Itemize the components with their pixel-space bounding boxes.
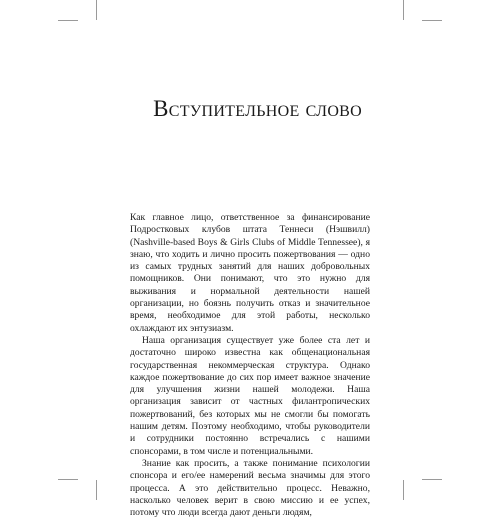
crop-mark-top-left-horizontal [58,20,78,21]
body-text [130,212,370,519]
crop-mark-bottom-left-vertical [96,480,97,500]
chapter-title: Вступительное слово [153,96,362,121]
paragraph-2: Наша организация существует уже более ста лет и достаточно широко известна как общенациональная государственная некоммерческая структура. Однако каждое пожертвование до сих пор имеет важное значение для улучшения жизни нашей молодежи. Наша организация зависит от частных филантропических пожертвований, без которых мы не смогли бы помогать нашим детям. Поэтому необходимо, чтобы руководители и сотрудники постоянно встречались с нашими спонсорами, в том числе и потенциальными. [130,334,370,457]
paragraph-1: Как главное лицо, ответственное за финансирование Подростковых клубов штата Теннеси (Нэшвилл) (Nashville-based Boys & Girls Clubs of Middle Tennessee), я знаю, что ходить и лично просить пожертвования — одно из самых трудных занятий для наших добровольных помощников. Они понимают, что это нужно для выживания и нормальной деятельности нашей организации, но боязнь получить отказ и значительное время, необходимое для этой работы, несколько охлаждают их энтузиазм. [130,212,370,334]
crop-mark-bottom-left-horizontal [58,479,78,480]
crop-mark-bottom-right-vertical [403,480,404,500]
crop-mark-top-right-horizontal [422,20,442,21]
crop-mark-top-left-vertical [96,0,97,20]
paragraph-3: Знание как просить, а также понимание психологии спонсора и его/ее намерений весьма значимы для этого процесса. А это действительно процесс. Неважно, насколько человек верит в свою миссию и ее успех, потому что люди всегда дают деньги людям, [130,457,370,519]
crop-mark-bottom-right-horizontal [422,479,442,480]
crop-mark-top-right-vertical [403,0,404,20]
